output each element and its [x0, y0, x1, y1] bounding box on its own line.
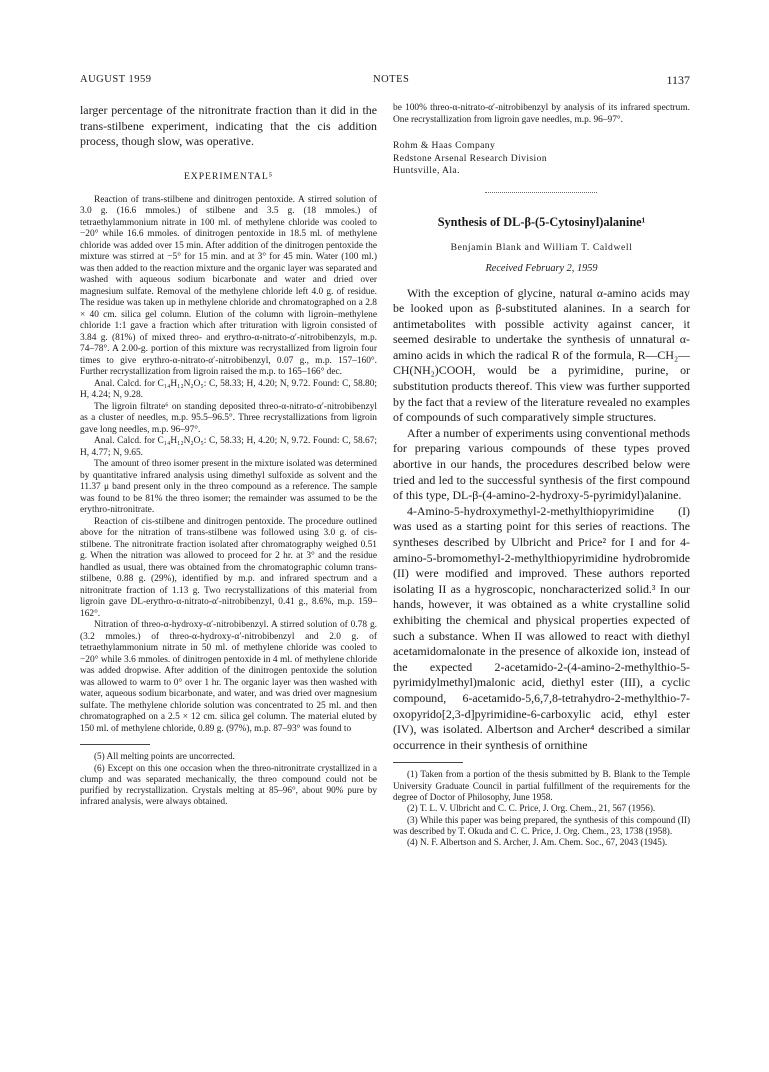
address-line-division: Redstone Arsenal Research Division — [393, 152, 548, 164]
footnote-divider — [80, 744, 150, 745]
footnote-2: (2) T. L. V. Ulbricht and C. C. Price, J. Org. Chem., 21, 567 (1956). — [407, 803, 656, 814]
address-line-company: Rohm & Haas Company — [393, 140, 496, 151]
header-date: AUGUST 1959 — [80, 74, 152, 85]
author-address — [393, 140, 690, 178]
exp-paragraph-ligroin-filtrate: The ligroin filtrate⁶ on standing deposited threo-α-nitrato-α′-nitrobibenzyl as a cluster of needles, m.p. 95.5–96.5°. Three recrystallizations from ligroin gave long needles, m.p. 96–97°. — [80, 401, 377, 435]
article-title: Synthesis of DL-β-(5-Cytosinyl)alanine¹ — [437, 214, 646, 229]
page-number: 1137 — [666, 73, 690, 87]
left-column — [80, 103, 377, 808]
address-line-city: Huntsville, Ala. — [393, 165, 460, 176]
received-date: Received February 2, 1959 — [485, 262, 598, 274]
exp-paragraph-trans-stilbene: Reaction of trans-stilbene and dinitrogen pentoxide. A stirred solution of 3.0 g. (16.6 mmoles.) of stilbene and 3.5 g. (18 mmoles.) of tetraethylammonium nitrate in 100 ml. of methylene chloride was cooled to −20° while 16.6 mmoles. of dinitrogen pentoxide in 18.5 ml. of methylene chloride was added over 15 min. After addition of the dinitrogen pentoxide the mixture was stirred at −5° for 15 min. and at 3° for 45 min. Water (100 ml.) was then added to the reaction mixture and the organic layer was separated and washed with aqueous sodium bicarbonate and water and dried over magnesium sulfate. Removal of the methylene chloride left 4.0 g. of residue. The residue was taken up in methylene chloride and chromatographed on a 2.8 × 40 cm. silica gel column. Elution of the column with ligroin–methylene chloride 1:1 gave a fraction which after trituration with ligroin consisted of 3.84 g. (81%) of mixed threo- and erythro-α-nitrato-α′-nitrobibenzyls, m.p. 74–78°. A 2.00-g. portion of this mixture was recrystallized from ligroin four times to give erythro-α-nitrato-α′-nitrobibenzyl, 0.07 g., m.p. 157–160°. Further recrystallization from ligroin raised the m.p. to 165–166° dec. — [80, 194, 377, 378]
right-column — [393, 103, 690, 848]
article-divider — [485, 192, 597, 193]
footnote-3: (3) While this paper was being prepared, the synthesis of this compound (II) was described by T. Okuda and C. C. Price, J. Org. Chem., 23, 1738 (1958). — [393, 814, 690, 836]
article-authors: Benjamin Blank and William T. Caldwell — [450, 241, 633, 253]
body-paragraph-1: With the exception of glycine, natural α-amino acids may be looked upon as β-substituted alanines. In a search for antimetabolites with possible activity against cancer, it seemed desirable to undertake the synthesis of unnatural α-amino acids in which the radical R of the formula, R—CH₂—CH(NH₂)COOH, would be a pyrimidine, purine, or substitution products thereof. This view was further supported by the fact that a review of the literature revealed no examples of compounds of such comparatively simple structures. — [393, 285, 690, 425]
body-paragraph-3: 4-Amino-5-hydroxymethyl-2-methylthiopyrimidine (I) was used as a starting point for this series of reactions. The syntheses described by Ulbricht and Price² for I and for 4-amino-5-bromomethyl-2-methylthiopyrimidine hydrobromide (II) were modified and improved. These authors reported isolating II as a hygroscopic, noncharacterized solid.³ In our hands, however, it was obtained as a white crystalline solid exhibiting the chemical and physical properties expected of such a substance. When II was allowed to react with diethyl acetamidomalonate in the presence of alkoxide ion, instead of the expected 2-acetamido-2-(4-amino-2-methylthio-5-pyrimidylmethyl)malonic acid, diethyl ester (III), a cyclic compound, 6-acetamido-5,6,7,8-tetrahydro-2-methylthio-7-oxopyrido[2,3-d]pyrimidine-6-carboxylic acid, ethyl ester (IV), was isolated. Albertson and Archer⁴ described a similar occurrence in their synthesis of ornithine — [393, 503, 690, 752]
footnote-divider — [393, 762, 463, 763]
running-header — [80, 74, 690, 88]
header-section: NOTES — [373, 74, 410, 85]
intro-paragraph: larger percentage of the nitronitrate fraction than it did in the trans-stilbene experiment, indicating that the cis addition process, though slow, was operative. — [80, 103, 377, 149]
body-paragraph-2: After a number of experiments using conventional methods for preparing various compounds of these types proved abortive in our hands, the procedures described below were tried and led to the successful synthesis of the first compound of this type, DL-β-(4-amino-2-hydroxy-5-pyrimidyl)alanine. — [393, 425, 690, 503]
exp-paragraph-nitration: Nitration of threo-α-hydroxy-α′-nitrobibenzyl. A stirred solution of 0.78 g. (3.2 mmoles.) of threo-α-hydroxy-α′-nitrobibenzyl and 2.0 g. of tetraethylammonium nitrate in 50 ml. of methylene chloride was cooled to −20° while 3.6 mmoles. of dinitrogen pentoxide in 4 ml. of methylene chloride was added dropwise. After addition of the dinitrogen pentoxide the solution was allowed to warm to 0° over 1 hr. The organic layer was then washed with water, aqueous sodium bicarbonate, and water, and was dried over magnesium sulfate. The methylene chloride solution was concentrated to 25 ml. and then chromatographed on a 2.5 × 12 cm. silica gel column. The material eluted by 150 ml. of methylene chloride, 0.89 g. (97%), m.p. 87–93° was found to — [80, 620, 377, 734]
footnote-6: (6) Except on this one occasion when the threo-nitronitrate crystallized in a clump and was separated mechanically, the threo compound could not be purified by recrystallization. Crystals melting at 85–96°, about 90% pure by infrared analysis, were always obtained. — [80, 762, 377, 807]
continuation-paragraph: be 100% threo-α-nitrato-α′-nitrobibenzyl by analysis of its infrared spectrum. One recrystallization from ligroin gave needles, m.p. 96–97°. — [393, 103, 690, 125]
analysis-threo: Anal. Calcd. for C₁₄H₁₂N₂O₅: C, 58.33; H, 4.20; N, 9.72. Found: C, 58.67; H, 4.77; N, 9.65. — [80, 436, 377, 458]
exp-paragraph-cis-stilbene: Reaction of cis-stilbene and dinitrogen pentoxide. The procedure outlined above for the nitration of trans-stilbene was followed using 3.0 g. of cis-stilbene. The nitronitrate fraction isolated after chromatography weighed 0.51 g. When the nitration was allowed to proceed for 2 hr. at 3° and the residue handled as usual, there was obtained from the chromatographic column trans-stilbene, 0.88 g. (29%), identified by m.p. and infrared spectrum and a nitronitrate fraction of 1.13 g. Two recrystallizations of this material from ligroin gave DL-erythro-α-nitrato-α′-nitrobibenzyl, 0.41 g., 8.6%, m.p. 159–162°. — [80, 516, 377, 619]
analysis-erythro: Anal. Calcd. for C₁₄H₁₂N₂O₅: C, 58.33; H, 4.20; N, 9.72. Found: C, 58.80; H, 4.24; N, 9.28. — [80, 378, 377, 401]
footnote-1: (1) Taken from a portion of the thesis submitted by B. Blank to the Temple University Graduate Council in partial fulfillment of the requirements for the degree of Doctor of Philosophy, June 1958. — [393, 769, 690, 802]
footnote-4: (4) N. F. Albertson and S. Archer, J. Am. Chem. Soc., 67, 2043 (1945). — [407, 837, 668, 848]
experimental-heading: EXPERIMENTAL⁵ — [183, 170, 274, 182]
footnote-5: (5) All melting points are uncorrected. — [94, 751, 235, 762]
exp-paragraph-infrared: The amount of threo isomer present in the mixture isolated was determined by quantitative infrared analysis using dimethyl sulfoxide as solvent and the 11.37 μ band present only in the threo compound as a reference. The sample was found to be 81% the threo isomer; the remainder was assumed to be the erythro-nitronitrate. — [80, 459, 377, 516]
